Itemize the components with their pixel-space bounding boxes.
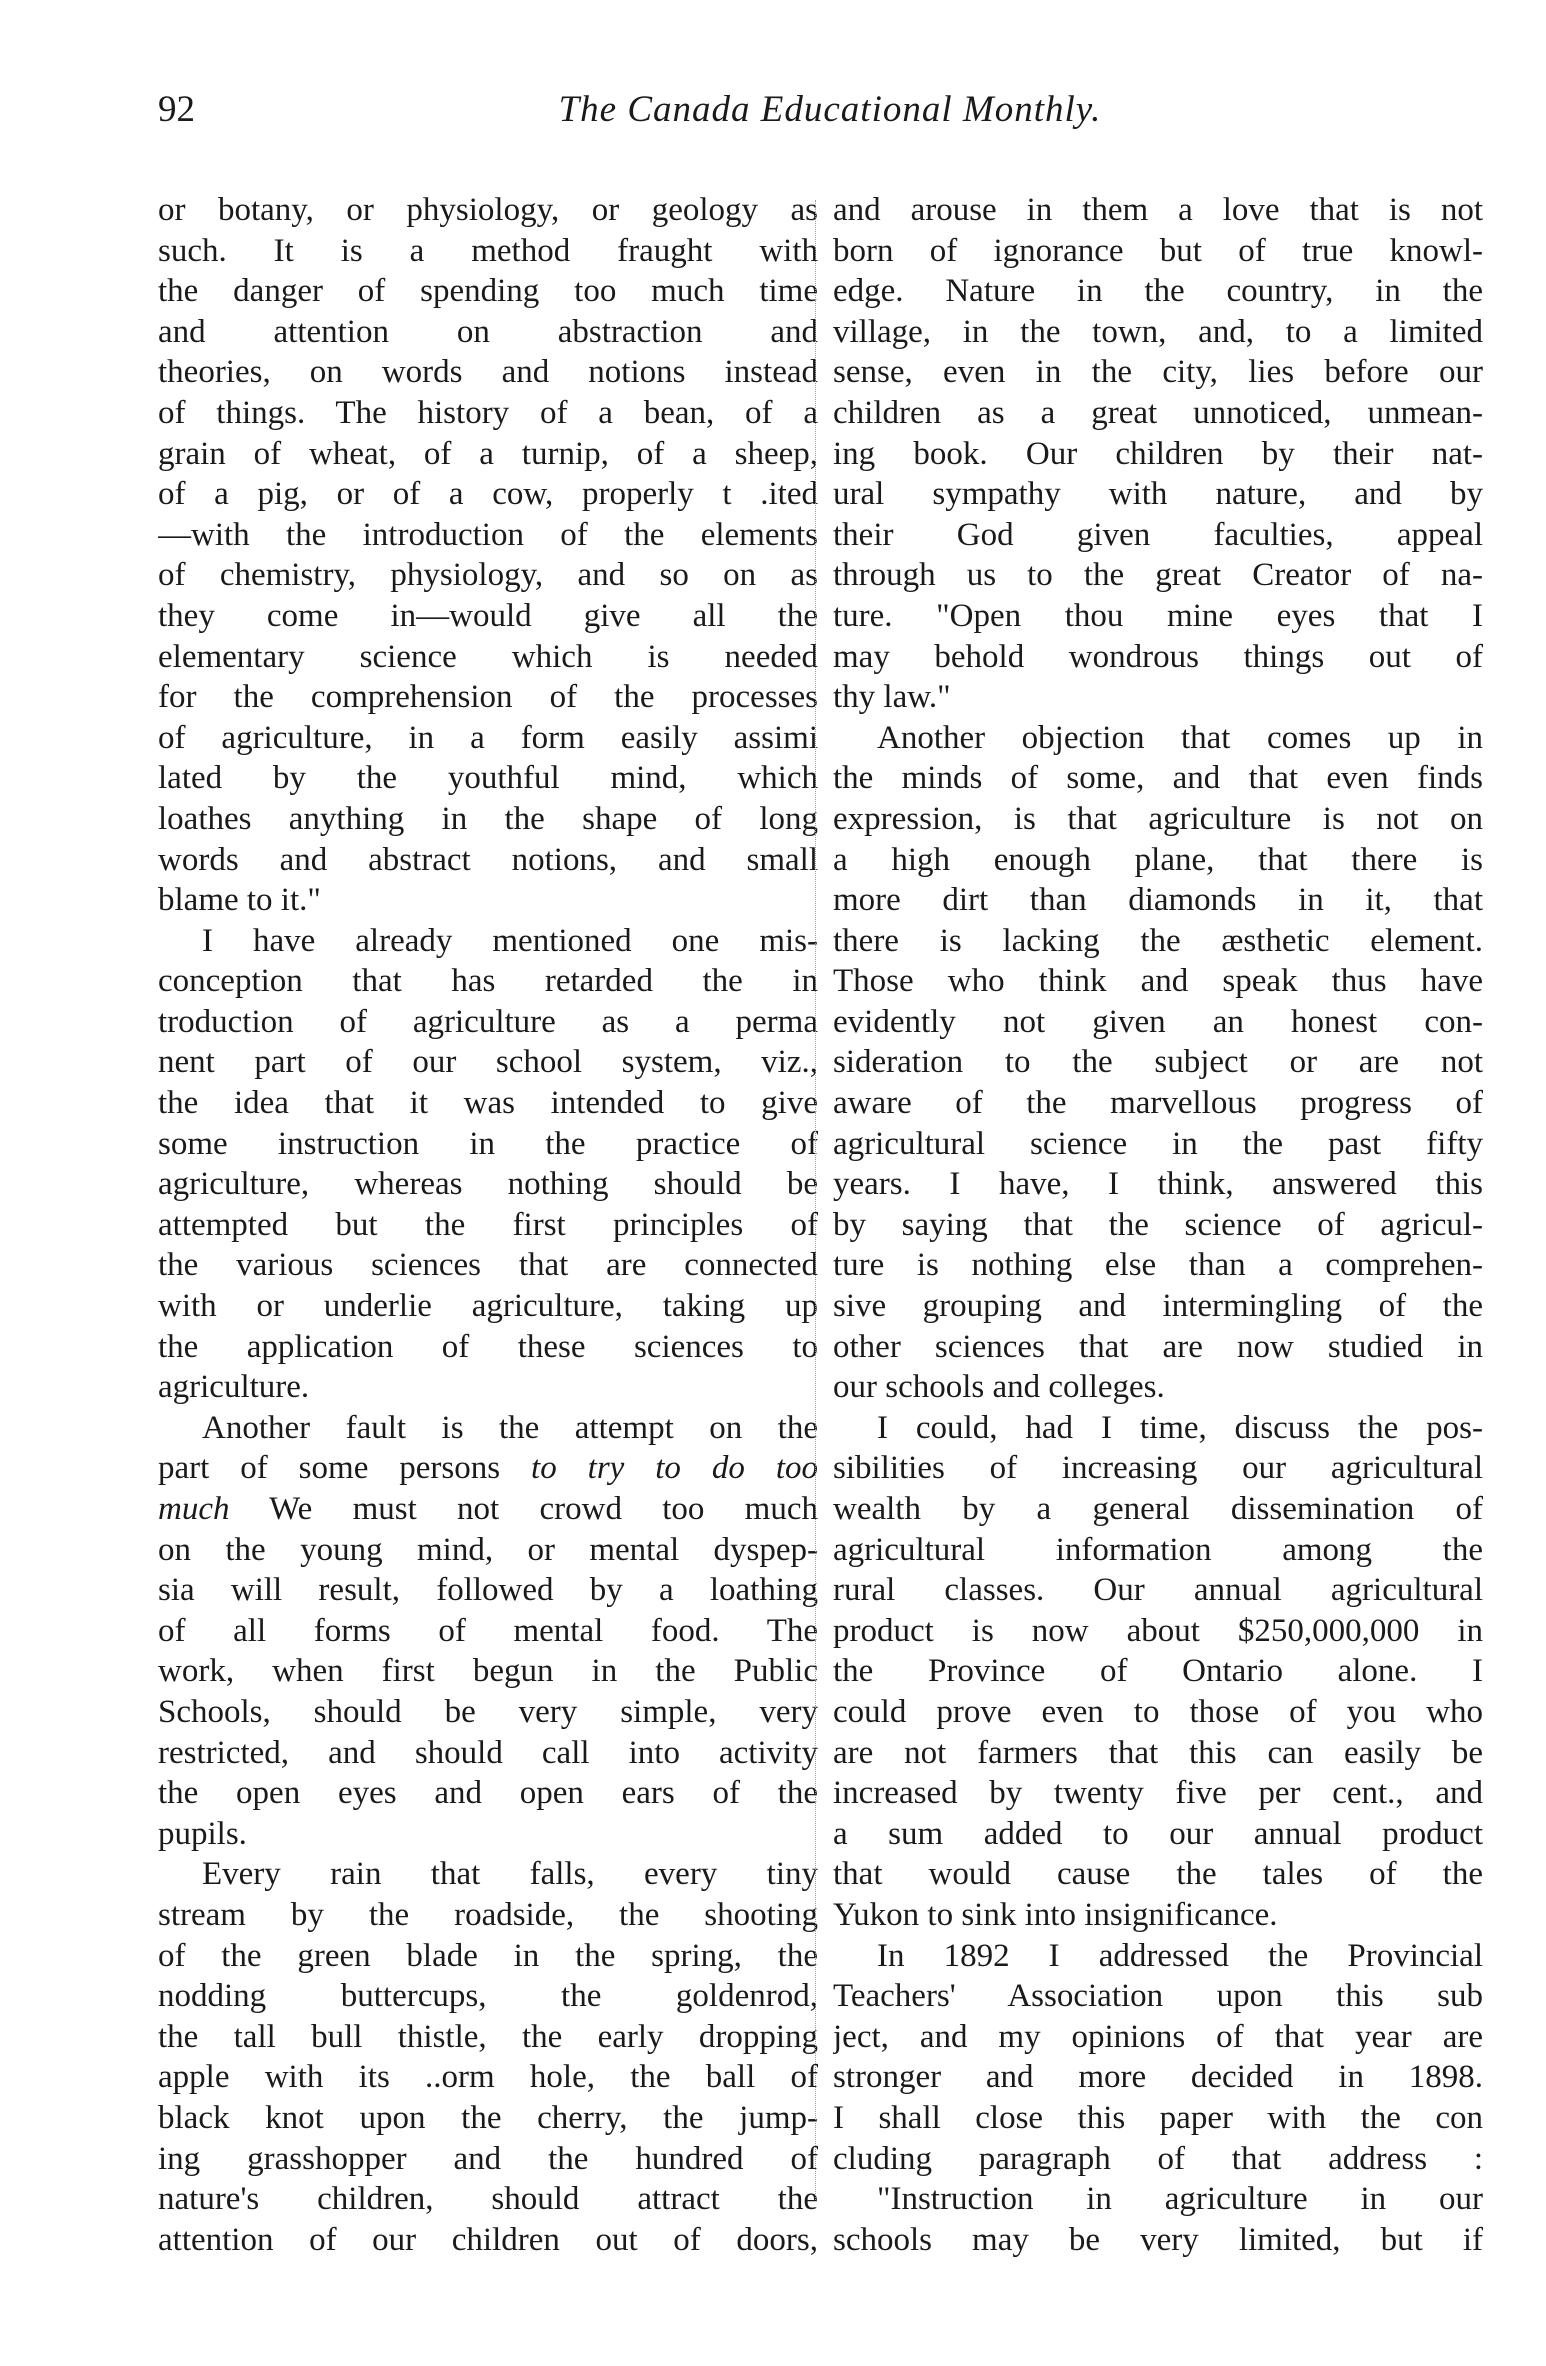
text-line: ture is nothing else than a comprehen-	[833, 1247, 1483, 1284]
text-line: work, when first begun in the Public	[158, 1653, 818, 1690]
text-line: the minds of some, and that even finds	[833, 760, 1483, 797]
text-line: sibilities of increasing our agricultural	[833, 1450, 1483, 1487]
text-line: —with the introduction of the elements	[158, 516, 818, 553]
text-line: of agriculture, in a form easily assimi	[158, 719, 818, 756]
text-line: evidently not given an honest con-	[833, 1003, 1483, 1040]
text-line: ural sympathy with nature, and by	[833, 476, 1483, 513]
text-line: theories, on words and notions instead	[158, 354, 818, 391]
emphasis-text: much	[158, 1491, 230, 1527]
text-line: schools may be very limited, but if	[833, 2221, 1483, 2258]
text-line: of things. The history of a bean, of a	[158, 394, 818, 431]
text-line: may behold wondrous things out of	[833, 638, 1483, 675]
text-line: I could, had I time, discuss the pos-	[877, 1409, 1483, 1446]
text-line: In 1892 I addressed the Provincial	[877, 1937, 1483, 1974]
text-line: the danger of spending too much time	[158, 273, 818, 310]
text-line: nent part of our school system, viz.,	[158, 1044, 818, 1081]
text-line: the open eyes and open ears of the	[158, 1775, 818, 1812]
text-line: edge. Nature in the country, in the	[833, 273, 1483, 310]
text-line: that would cause the tales of the	[833, 1856, 1483, 1893]
text-line: Another objection that comes up in	[877, 719, 1483, 756]
text-line: Teachers' Association upon this sub	[833, 1978, 1483, 2015]
text-line: elementary science which is needed	[158, 638, 818, 675]
text-line: of the green blade in the spring, the	[158, 1937, 818, 1974]
text-line: sive grouping and intermingling of the	[833, 1288, 1483, 1325]
text-line: increased by twenty five per cent., and	[833, 1775, 1483, 1812]
text-line: rural classes. Our annual agricultural	[833, 1572, 1483, 1609]
text-line: there is lacking the æsthetic element.	[833, 922, 1483, 959]
text-line: some instruction in the practice of	[158, 1125, 818, 1162]
text-line: the tall bull thistle, the early dropping	[158, 2018, 818, 2055]
text-line: a high enough plane, that there is	[833, 841, 1483, 878]
text-line: expression, is that agriculture is not on	[833, 800, 1483, 837]
text-line: and arouse in them a love that is not	[833, 192, 1483, 228]
text-line: through us to the great Creator of na-	[833, 557, 1483, 594]
text-line: ture. "Open thou mine eyes that I	[833, 597, 1483, 634]
text-line: thy law."	[833, 679, 951, 716]
text-line: blame to it."	[158, 882, 321, 919]
text-line: ject, and my opinions of that year are	[833, 2018, 1483, 2055]
text-line: such. It is a method fraught with	[158, 232, 818, 269]
page-header	[0, 88, 1546, 136]
text-line: nodding buttercups, the goldenrod,	[158, 1978, 818, 2015]
text-line: of chemistry, physiology, and so on as	[158, 557, 818, 594]
text-line: a sum added to our annual product	[833, 1815, 1483, 1852]
text-line: aware of the marvellous progress of	[833, 1085, 1483, 1122]
text-line: the Province of Ontario alone. I	[833, 1653, 1483, 1690]
text-line: grain of wheat, of a turnip, of a sheep,	[158, 435, 818, 472]
text-line: attempted but the first principles of	[158, 1206, 818, 1243]
text-line: I shall close this paper with the con	[833, 2099, 1483, 2136]
text-line: words and abstract notions, and small	[158, 841, 818, 878]
running-title: The Canada Educational Monthly.	[558, 89, 1102, 130]
text-line: their God given faculties, appeal	[833, 516, 1483, 553]
text-line: ing grasshopper and the hundred of	[158, 2140, 818, 2177]
text-line: years. I have, I think, answered this	[833, 1166, 1483, 1203]
text-line: wealth by a general dissemination of	[833, 1491, 1483, 1527]
text-line: lated by the youthful mind, which	[158, 760, 818, 797]
text-line: stream by the roadside, the shooting	[158, 1896, 818, 1933]
text-line: black knot upon the cherry, the jump-	[158, 2099, 818, 2136]
text-line: attention of our children out of doors,	[158, 2221, 818, 2258]
text-line: could prove even to those of you who	[833, 1693, 1483, 1730]
text-line: village, in the town, and, to a limited	[833, 313, 1483, 350]
text-line: Another fault is the attempt on the	[202, 1409, 818, 1446]
text-line: Yukon to sink into insignificance.	[833, 1896, 1278, 1933]
text-line: Those who think and speak thus have	[833, 963, 1483, 1000]
text-line: agricultural information among the	[833, 1531, 1483, 1568]
text-line: sideration to the subject or are not	[833, 1044, 1483, 1081]
emphasis-text: to try to do too	[531, 1450, 818, 1487]
text-line: nature's children, should attract the	[158, 2181, 818, 2218]
page-number: 92	[158, 89, 195, 130]
text-line: restricted, and should call into activity	[158, 1734, 818, 1771]
text-line: pupils.	[158, 1815, 247, 1852]
text-line: born of ignorance but of true knowl-	[833, 232, 1483, 269]
text-line: for the comprehension of the processes	[158, 679, 818, 716]
text-line: the various sciences that are connected	[158, 1247, 818, 1284]
text-line: our schools and colleges.	[833, 1369, 1165, 1406]
text-line: they come in—would give all the	[158, 597, 818, 634]
text-line: Schools, should be very simple, very	[158, 1693, 818, 1730]
text-line: agricultural science in the past fifty	[833, 1125, 1483, 1162]
text-line: or botany, or physiology, or geology as	[158, 192, 818, 228]
column-divider	[815, 200, 817, 2200]
text-line: sia will result, followed by a loathing	[158, 1572, 818, 1609]
text-line: ing book. Our children by their nat-	[833, 435, 1483, 472]
text-line: apple with its ..orm hole, the ball of	[158, 2059, 818, 2096]
text-line: sense, even in the city, lies before our	[833, 354, 1483, 391]
right-column	[833, 190, 1483, 2260]
text-line: and attention on abstraction and	[158, 313, 818, 350]
text-line: troduction of agriculture as a perma	[158, 1003, 818, 1040]
text-line: on the young mind, or mental dyspep-	[158, 1531, 818, 1568]
text-line: cluding paragraph of that address :	[833, 2140, 1483, 2177]
text-line: loathes anything in the shape of long	[158, 800, 818, 837]
left-column	[158, 190, 818, 2260]
text-line: agriculture, whereas nothing should be	[158, 1166, 818, 1203]
text-line: other sciences that are now studied in	[833, 1328, 1483, 1365]
text-line: of all forms of mental food. The	[158, 1612, 818, 1649]
text-line: conception that has retarded the in	[158, 963, 818, 1000]
text-line: I have already mentioned one mis-	[202, 922, 818, 959]
text-line: of a pig, or of a cow, properly t .ited	[158, 476, 818, 513]
text-line: more dirt than diamonds in it, that	[833, 882, 1483, 919]
text-line: the application of these sciences to	[158, 1328, 818, 1365]
text-line: "Instruction in agriculture in our	[877, 2181, 1483, 2218]
text-line: stronger and more decided in 1898.	[833, 2059, 1483, 2096]
text-line: the idea that it was intended to give	[158, 1085, 818, 1122]
text-line: are not farmers that this can easily be	[833, 1734, 1483, 1771]
text-line: agriculture.	[158, 1369, 310, 1406]
text-line: Every rain that falls, every tiny	[202, 1856, 818, 1893]
text-line: children as a great unnoticed, unmean-	[833, 394, 1483, 431]
text-line: much We must not crowd too much	[158, 1491, 818, 1527]
text-line: with or underlie agriculture, taking up	[158, 1288, 818, 1325]
text-line: product is now about $250,000,000 in	[833, 1612, 1483, 1649]
text-line: part of some persons to try to do too	[158, 1450, 818, 1487]
text-line: by saying that the science of agricul-	[833, 1206, 1483, 1243]
